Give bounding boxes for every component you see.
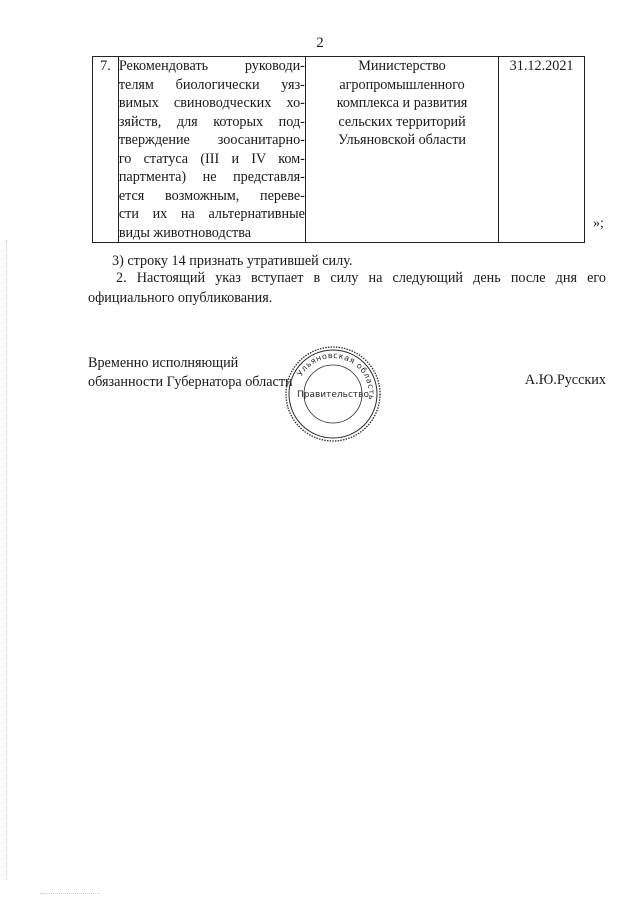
seal-center-text: Правительство: [297, 390, 369, 400]
measure-line: вимых свиноводческих хо-: [118, 95, 305, 111]
executor-cell: [305, 57, 498, 243]
deadline-cell: 31.12.2021: [499, 57, 585, 243]
item-2-line-1: 2. Настоящий указ вступает в силу на следующий день после дня его: [116, 270, 606, 286]
signatory-title-line-1: Временно исполняющий: [88, 355, 239, 371]
page-number: 2: [316, 35, 324, 51]
executor-line: Ульяновской области: [338, 132, 467, 148]
seal-graphic: [283, 344, 383, 444]
row-number: 7.: [93, 57, 119, 243]
executor-line: сельских территорий: [338, 113, 466, 130]
signatory-title: [88, 354, 293, 392]
item-2-line-2: официального опубликования.: [88, 290, 273, 306]
measure-line: тверждение зоосанитарно-: [118, 132, 305, 148]
measure-cell: [118, 57, 305, 243]
closing-quote: »;: [593, 216, 604, 231]
measure-line: ется возможным, переве-: [118, 187, 305, 204]
item-3-text: 3) строку 14 признать утратившей силу.: [112, 253, 353, 269]
measures-table: [92, 56, 585, 243]
bottom-dotted-line: [40, 893, 100, 894]
executor-line: Министерство: [358, 58, 446, 74]
measure-line: Рекомендовать руководи-: [118, 58, 305, 74]
measure-line: партмента) не представля-: [118, 169, 305, 185]
signatory-name: А.Ю.Русских: [524, 372, 606, 388]
measure-line: сти их на альтернативные: [118, 206, 305, 222]
executor-line: агропромышленного: [339, 76, 465, 93]
measure-line: телям биологически уяз-: [118, 76, 305, 93]
table-row: [93, 57, 585, 243]
executor-line: комплекса и развития: [336, 95, 468, 111]
paragraph-item-2: [88, 268, 606, 308]
margin-dotted-line: [6, 240, 9, 880]
seal-ring-text: Ульяновская область: [295, 350, 377, 401]
measure-line: виды животноводства: [118, 224, 252, 241]
official-seal-stamp: [283, 344, 383, 444]
signatory-title-line-2: обязанности Губернатора области: [88, 374, 293, 390]
measure-line: зяйств, для которых под-: [118, 113, 305, 130]
measure-line: го статуса (III и IV ком-: [118, 150, 305, 167]
